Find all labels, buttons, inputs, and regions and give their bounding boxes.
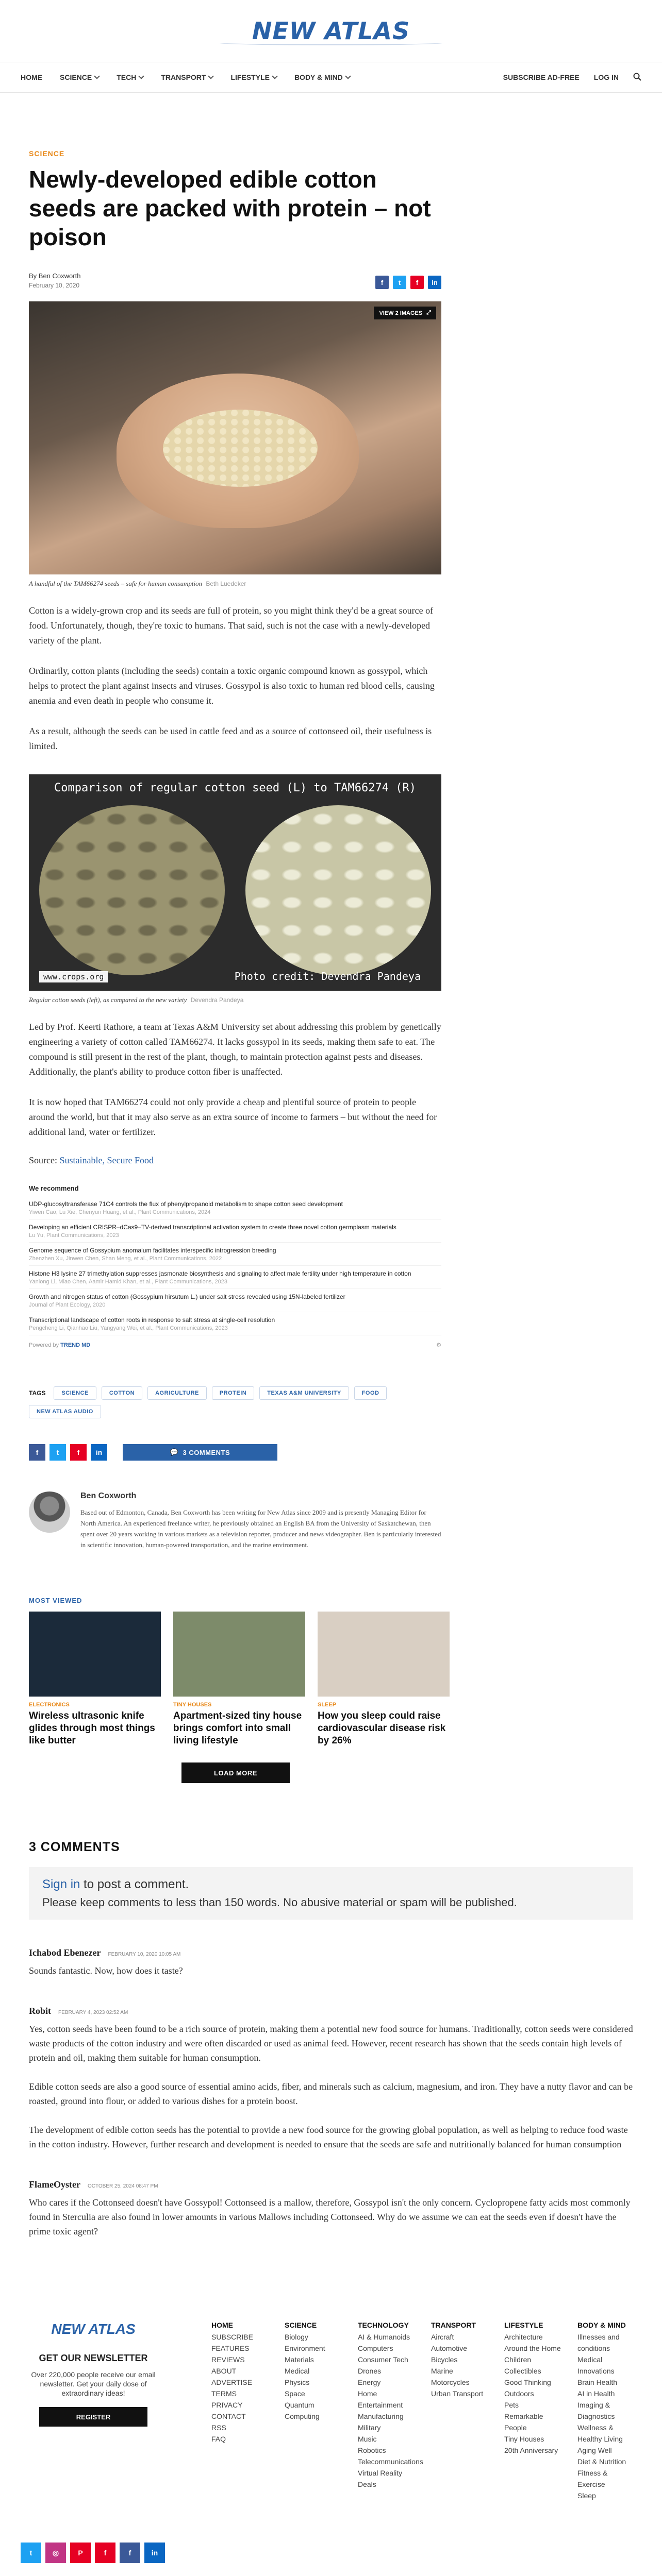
signin-prompt	[42, 1877, 620, 1892]
nav-item-home[interactable]	[21, 73, 42, 81]
footer-column-heading[interactable]: SCIENCE	[285, 2321, 317, 2329]
tag-link[interactable]: AGRICULTURE	[147, 1386, 207, 1400]
recommend-meta: Lu Yu, Plant Communications, 2023	[29, 1232, 119, 1239]
chevron-down-icon	[272, 73, 277, 79]
article-paragraph: As a result, although the seeds can be used in cattle feed and as a source of cottonseed oil, their usefulness is limited.	[29, 726, 432, 751]
comment-body	[29, 2022, 633, 2151]
footer-column	[358, 2321, 423, 2501]
footer-link[interactable]: Medical	[285, 2367, 310, 2375]
footer-link[interactable]: RSS	[211, 2424, 226, 2432]
comment-paragraph: Sounds fantastic. Now, how does it taste?	[29, 1965, 183, 1976]
comments-heading: 3 COMMENTS	[29, 1840, 120, 1854]
footer-link[interactable]: PRIVACY	[211, 2401, 243, 2409]
article-category[interactable]: SCIENCE	[29, 149, 65, 158]
recommend-widget	[29, 1184, 441, 1348]
comment-header	[29, 2006, 633, 2016]
recommend-item[interactable]	[29, 1312, 441, 1335]
recommend-list	[29, 1196, 441, 1335]
newsletter-description: Over 220,000 people receive our email newsletter. Get your daily dose of extraordinary ideas!	[31, 2370, 156, 2397]
comparison-credit: Devendra Pandeya	[190, 996, 244, 1004]
comment	[29, 2179, 633, 2239]
recommend-item[interactable]	[29, 1289, 441, 1312]
most-viewed-category[interactable]: SLEEP	[318, 1702, 337, 1708]
author-box	[29, 1492, 441, 1550]
logo-swoosh	[218, 40, 444, 45]
footer-social	[21, 2543, 165, 2563]
recommend-item[interactable]	[29, 1266, 441, 1289]
footer-link[interactable]: Energy	[358, 2378, 381, 2386]
footer-column-heading[interactable]: LIFESTYLE	[504, 2321, 543, 2329]
footer-column	[504, 2321, 561, 2501]
footer-link[interactable]: Deals	[358, 2480, 376, 2488]
footer-link[interactable]: Outdoors	[504, 2389, 534, 2398]
footer-link[interactable]: Bicycles	[431, 2355, 458, 2364]
footer-link[interactable]: Manufacturing	[358, 2412, 404, 2420]
comment-paragraph: Edible cotton seeds are also a good source of essential amino acids, fiber, and minerals such as calcium, magnesium, and iron. They have a nutty flavor and can be roasted, ground into flour, or added to various dishes for a protein boost.	[29, 2081, 633, 2106]
footer-link[interactable]: Around the Home	[504, 2344, 561, 2352]
nav-item-label: SCIENCE	[60, 73, 92, 81]
nav-item-label: BODY & MIND	[294, 73, 343, 81]
footer-link[interactable]: Physics	[285, 2378, 310, 2386]
footer-link[interactable]: Remarkable People	[504, 2412, 543, 2432]
hero-image[interactable]	[29, 301, 441, 574]
share-buttons-top	[375, 276, 441, 289]
byline	[29, 272, 80, 289]
comparison-caption-text: Regular cotton seeds (left), as compared to the new variety	[29, 996, 187, 1004]
footer-link[interactable]: Materials	[285, 2355, 314, 2364]
article	[29, 149, 446, 1783]
most-viewed-title[interactable]: Wireless ultrasonic knife glides through most things like butter	[29, 1710, 155, 1746]
footer-columns	[211, 2321, 634, 2501]
hero-credit: Beth Luedeker	[206, 580, 246, 587]
footer-link[interactable]: REVIEWS	[211, 2355, 245, 2364]
chevron-down-icon	[139, 73, 144, 79]
footer-link[interactable]: Home Entertainment	[358, 2389, 403, 2409]
footer-column-heading[interactable]: HOME	[211, 2321, 233, 2329]
view-images-button[interactable]	[374, 307, 436, 319]
powered-by-label: Powered by	[29, 1342, 59, 1348]
flipboard-icon[interactable]: f	[70, 1444, 87, 1461]
footer-link[interactable]: Children	[504, 2355, 532, 2364]
tag-link[interactable]: FOOD	[354, 1386, 387, 1400]
footer-link[interactable]: Motorcycles	[431, 2378, 470, 2386]
footer-link[interactable]: 20th Anniversary	[504, 2446, 558, 2454]
comment-rules: Please keep comments to less than 150 words. No abusive material or spam will be published.	[42, 1896, 517, 1909]
crops-site-label: www.crops.org	[39, 971, 108, 982]
most-viewed-row	[29, 1612, 446, 1747]
pinterest-icon[interactable]: P	[70, 2543, 91, 2563]
photo-credit-label: Photo credit: Devendra Pandeya	[234, 970, 421, 982]
comment	[29, 1947, 633, 1978]
view-images-label: VIEW 2 IMAGES	[379, 310, 423, 316]
main-nav	[0, 62, 662, 93]
footer-link[interactable]: SUBSCRIBE	[211, 2333, 253, 2341]
footer-link[interactable]: CONTACT	[211, 2412, 246, 2420]
footer-link[interactable]: Music	[358, 2435, 377, 2443]
footer-link[interactable]: Aging Well	[577, 2446, 612, 2454]
footer-link[interactable]: Imaging & Diagnostics	[577, 2401, 615, 2420]
most-viewed-thumbnail[interactable]	[173, 1612, 305, 1697]
footer-link[interactable]: Medical Innovations	[577, 2355, 615, 2375]
nav-left	[21, 73, 503, 81]
footer-column-heading[interactable]: TRANSPORT	[431, 2321, 476, 2329]
hero-caption	[29, 580, 441, 588]
nav-item-science[interactable]	[60, 73, 99, 81]
nav-item-label: TECH	[117, 73, 137, 81]
instagram-icon[interactable]: ◎	[45, 2543, 66, 2563]
footer-link[interactable]: Wellness & Healthy Living	[577, 2424, 623, 2443]
tag-link[interactable]: COTTON	[102, 1386, 142, 1400]
nav-item-label: HOME	[21, 73, 42, 81]
comments-count-button[interactable]	[123, 1444, 277, 1461]
most-viewed-thumbnail[interactable]	[318, 1612, 450, 1697]
most-viewed-heading: MOST VIEWED	[29, 1597, 82, 1604]
most-viewed-thumbnail[interactable]	[29, 1612, 161, 1697]
recommend-title: Growth and nitrogen status of cotton (Gossypium hirsutum L.) under salt stress revealed using 15N-labeled fertilizer	[29, 1293, 345, 1300]
footer-link[interactable]: Collectibles	[504, 2367, 541, 2375]
footer-link[interactable]: Virtual Reality	[358, 2469, 403, 2477]
linkedin-icon[interactable]: in	[91, 1444, 107, 1461]
comment-date: OCTOBER 25, 2024 08:47 PM	[87, 2183, 158, 2189]
footer-link[interactable]: Robotics	[358, 2446, 386, 2454]
comment-date: FEBRUARY 4, 2023 02:52 AM	[58, 2010, 128, 2015]
footer-link[interactable]: Space	[285, 2389, 305, 2398]
register-button[interactable]: REGISTER	[39, 2407, 147, 2427]
comment-body	[29, 1963, 633, 1978]
recommend-title: Developing an efficient CRISPR–dCas9–TV-derived transcriptional activation system to create three novel cotton germplasm materials	[29, 1224, 396, 1231]
linkedin-icon[interactable]: in	[144, 2543, 165, 2563]
recommend-meta: Pengcheng Li, Qianhao Liu, Yangyang Wei, et al., Plant Communications, 2023	[29, 1325, 228, 1331]
comment-author: Ichabod Ebenezer	[29, 1947, 101, 1958]
comment-paragraph: Yes, cotton seeds have been found to be a rich source of protein, making them a potential new food source for humans. Traditionally, cotton seeds were considered waste products of the cotton industry and were often discarded or used as animal feed. However, recent research has shown that the seeds contain high levels of protein and oil, making them suitable for human consumption.	[29, 2024, 633, 2063]
most-viewed-title[interactable]: How you sleep could raise cardiovascular disease risk by 26%	[318, 1710, 446, 1746]
recommend-title: UDP-glucosyltransferase 71C4 controls the flux of phenylpropanoid metabolism to shape cotton seed development	[29, 1200, 343, 1208]
recommend-meta: Yiwen Cao, Lu Xie, Chenyun Huang, et al., Plant Communications, 2024	[29, 1209, 211, 1215]
comment-header	[29, 2179, 633, 2190]
footer-link[interactable]: Illnesses and conditions	[577, 2333, 620, 2352]
nav-item-body-mind[interactable]	[294, 73, 350, 81]
nav-item-label: LIFESTYLE	[230, 73, 270, 81]
seeds-illustration	[163, 410, 318, 487]
tag-link[interactable]: SCIENCE	[54, 1386, 96, 1400]
tag-link[interactable]: TEXAS A&M UNIVERSITY	[259, 1386, 349, 1400]
tags-row	[29, 1386, 441, 1418]
comment-date: FEBRUARY 10, 2020 10:05 AM	[108, 1952, 181, 1957]
footer-link[interactable]: Automotive	[431, 2344, 468, 2352]
article-body-part1	[29, 603, 441, 754]
footer-link[interactable]: Military	[358, 2424, 381, 2432]
comment-body	[29, 2195, 633, 2239]
share-buttons-bottom	[29, 1444, 441, 1461]
footer-column	[211, 2321, 268, 2501]
article-title: Newly-developed edible cotton seeds are packed with protein – not poison	[29, 166, 431, 250]
powered-by-row	[29, 1342, 441, 1348]
comment	[29, 2006, 633, 2151]
footer-link[interactable]: Sleep	[577, 2492, 596, 2500]
footer-link[interactable]: Computers	[358, 2344, 393, 2352]
recommend-title: Transcriptional landscape of cotton roots in response to salt stress at single-cell resolution	[29, 1316, 275, 1324]
flipboard-icon[interactable]: f	[95, 2543, 115, 2563]
twitter-icon[interactable]: t	[393, 276, 406, 289]
article-date: February 10, 2020	[29, 282, 80, 289]
signin-box	[29, 1867, 633, 1920]
tag-link[interactable]: PROTEIN	[212, 1386, 254, 1400]
most-viewed	[29, 1597, 446, 1783]
recommend-item[interactable]	[29, 1219, 441, 1243]
footer-link[interactable]: Architecture	[504, 2333, 543, 2341]
most-viewed-card[interactable]	[318, 1612, 450, 1747]
chevron-down-icon	[208, 73, 214, 79]
footer-link[interactable]: Tiny Houses	[504, 2435, 544, 2443]
site-header	[0, 0, 662, 93]
footer-link[interactable]: Biology	[285, 2333, 308, 2341]
footer-link[interactable]: Good Thinking	[504, 2378, 551, 2386]
twitter-icon[interactable]: t	[21, 2543, 41, 2563]
trendmd-logo: TREND MD	[60, 1342, 91, 1348]
author-name[interactable]: Ben Coxworth	[80, 1492, 137, 1500]
most-viewed-category[interactable]: TINY HOUSES	[173, 1702, 212, 1708]
footer-link[interactable]: Telecommunications	[358, 2458, 423, 2466]
source-line	[29, 1155, 441, 1166]
nav-right	[503, 73, 641, 82]
footer-logo[interactable]: NEW ATLAS	[51, 2321, 136, 2337]
hero-caption-text: A handful of the TAM66274 seeds – safe for human consumption	[29, 580, 203, 587]
footer-link[interactable]: ADVERTISE	[211, 2378, 253, 2386]
footer-column	[431, 2321, 488, 2501]
footer-link[interactable]: Environment	[285, 2344, 325, 2352]
recommend-meta: Zhenzhen Xu, Jinwen Chen, Shan Meng, et al., Plant Communications, 2022	[29, 1256, 222, 1262]
flipboard-icon[interactable]: f	[410, 276, 424, 289]
masthead	[0, 0, 662, 62]
regular-seed-dish	[39, 805, 225, 975]
most-viewed-category[interactable]: ELECTRONICS	[29, 1702, 70, 1708]
article-paragraph: It is now hoped that TAM66274 could not only provide a cheap and plentiful source of protein to people around the world, but that it may also serve as an extra source of income to farmers – but without the need for additional land, water or fertilizer.	[29, 1097, 437, 1137]
footer-link[interactable]: Marine	[431, 2367, 453, 2375]
tag-link[interactable]: NEW ATLAS AUDIO	[29, 1405, 101, 1418]
footer-column	[285, 2321, 341, 2501]
comments-count-label: 3 COMMENTS	[183, 1448, 230, 1456]
footer-link[interactable]: FAQ	[211, 2435, 226, 2443]
site-logo[interactable]: NEW ATLAS	[252, 17, 410, 45]
footer-link[interactable]: Brain Health	[577, 2378, 618, 2386]
byline-row	[29, 272, 441, 289]
footer-link[interactable]: Urban Transport	[431, 2389, 484, 2398]
nav-item-tech[interactable]	[117, 73, 143, 81]
recommend-item[interactable]	[29, 1243, 441, 1266]
most-viewed-card[interactable]	[29, 1612, 161, 1747]
nav-item-lifestyle[interactable]	[230, 73, 276, 81]
source-label: Source:	[29, 1155, 57, 1165]
facebook-icon[interactable]: f	[375, 276, 389, 289]
nav-item-label: TRANSPORT	[161, 73, 206, 81]
tam66274-seed-dish	[245, 805, 431, 975]
comment-author: Robit	[29, 2006, 52, 2016]
most-viewed-card[interactable]	[173, 1612, 305, 1747]
footer-column-heading[interactable]: TECHNOLOGY	[358, 2321, 409, 2329]
load-more-button[interactable]: LOAD MORE	[181, 1762, 290, 1783]
facebook-icon[interactable]: f	[120, 2543, 140, 2563]
article-paragraph: Cotton is a widely-grown crop and its seeds are full of protein, so you might think they'd be a great source of food. Unfortunately, though, they're toxic to humans. That said, such is not the case with a newly-developed variety of the plant.	[29, 605, 434, 646]
comparison-image[interactable]	[29, 774, 441, 991]
footer-link[interactable]: Quantum Computing	[285, 2401, 320, 2420]
recommend-title: Histone H3 lysine 27 trimethylation suppresses jasmonate biosynthesis and signaling to affect male fertility under high temperature in cotton	[29, 1270, 411, 1277]
subscribe-link[interactable]: SUBSCRIBE AD-FREE	[503, 73, 580, 81]
facebook-icon[interactable]: f	[29, 1444, 45, 1461]
search-icon[interactable]	[633, 73, 641, 82]
recommend-meta: Journal of Plant Ecology, 2020	[29, 1302, 106, 1308]
source-link[interactable]: Sustainable, Secure Food	[59, 1155, 154, 1165]
comparison-caption	[29, 996, 441, 1004]
footer-link[interactable]: FEATURES	[211, 2344, 250, 2352]
article-paragraph: Ordinarily, cotton plants (including the seeds) contain a toxic organic compound known as gossypol, which helps to protect the plant against insects and viruses. Gossypol is also toxic to human red blood cells, causing anemia and even death in people who consume it.	[29, 666, 435, 706]
recommend-heading: We recommend	[29, 1184, 79, 1192]
comment-bubble-icon: 💬	[170, 1448, 179, 1456]
footer-link[interactable]: AI & Humanoids	[358, 2333, 410, 2341]
author-link[interactable]: By Ben Coxworth	[29, 272, 81, 280]
comment-paragraph: Who cares if the Cottonseed doesn't have Gossypol! Cottonseed is a mallow, therefore, Gossypol isn't the only concern. Cyclopropene fatty acids most commonly found in Sterculia are also found in lower amounts in various Mallows including Cottonseed. Why do we assume we can eat the seeds even if doesn't have the prime toxic agent?	[29, 2197, 631, 2236]
author-bio: Based out of Edmonton, Canada, Ben Coxworth has been writing for New Atlas since 2009 and is presently Managing Editor for North America. An experienced freelance writer, he previously obtained an English BA from the University of Saskatchewan, then spent over 20 years working in various markets as a television reporter, producer and news videographer. Ben is particularly interested in scientific innovation, human-powered transportation, and the marine environment.	[80, 1509, 441, 1549]
signin-link[interactable]: Sign in	[42, 1877, 80, 1891]
comment-paragraph: The development of edible cotton seeds has the potential to provide a new food source for the growing global population, as well as helping to reduce food waste in the cotton industry. However, further research and development is needed to ensure that the seeds are safe and nutritionally balanced for human consumption	[29, 2125, 628, 2149]
recommend-item[interactable]	[29, 1196, 441, 1219]
footer-link[interactable]: Fitness & Exercise	[577, 2469, 608, 2488]
recommend-title: Genome sequence of Gossypium anomalum facilitates interspecific introgression breeding	[29, 1247, 276, 1254]
footer-column	[577, 2321, 634, 2501]
chevron-down-icon	[345, 73, 351, 79]
comments-section	[29, 1840, 633, 2239]
footer-link[interactable]: ABOUT	[211, 2367, 237, 2375]
linkedin-icon[interactable]: in	[428, 276, 441, 289]
tags-label: TAGS	[29, 1389, 46, 1397]
comparison-image-title: Comparison of regular cotton seed (L) to TAM66274 (R)	[54, 782, 416, 794]
newsletter-heading: GET OUR NEWSLETTER	[39, 2353, 148, 2363]
nav-item-transport[interactable]	[161, 73, 213, 81]
expand-icon: ⤢	[426, 310, 431, 316]
recommend-meta: Yanlong Li, Miao Chen, Aamir Hamid Khan, et al., Plant Communications, 2023	[29, 1279, 227, 1285]
chevron-down-icon	[94, 73, 100, 79]
footer-link[interactable]: Consumer Tech	[358, 2355, 408, 2364]
footer-newsletter	[29, 2321, 158, 2427]
footer-column-heading[interactable]: BODY & MIND	[577, 2321, 626, 2329]
comment-author: FlameOyster	[29, 2179, 80, 2190]
settings-gear-icon[interactable]: ⚙	[436, 1342, 441, 1348]
signin-prompt-rest: to post a comment.	[80, 1877, 189, 1891]
footer-link[interactable]: Pets	[504, 2401, 519, 2409]
article-paragraph: Led by Prof. Keerti Rathore, a team at Texas A&M University set about addressing this problem by genetically engineering a variety of cotton called TAM66274. It lacks gossypol in its seeds, making them safe to eat. The compound is still present in the rest of the plant, though, to maintain protection against pests and diseases. Additionally, the plant's ability to produce cotton fiber is unaffected.	[29, 1022, 441, 1077]
site-footer	[0, 2290, 662, 2576]
powered-by[interactable]	[29, 1342, 90, 1348]
login-link[interactable]: LOG IN	[593, 73, 619, 81]
footer-link[interactable]: TERMS	[211, 2389, 237, 2398]
most-viewed-title[interactable]: Apartment-sized tiny house brings comfort into small living lifestyle	[173, 1710, 302, 1746]
comment-list	[29, 1947, 633, 2239]
main-content	[0, 149, 662, 2239]
twitter-icon[interactable]: t	[49, 1444, 66, 1461]
author-avatar[interactable]	[29, 1492, 70, 1533]
footer-link[interactable]: Aircraft	[431, 2333, 454, 2341]
footer-link[interactable]: AI in Health	[577, 2389, 615, 2398]
footer-link[interactable]: Diet & Nutrition	[577, 2458, 626, 2466]
article-body-part2	[29, 1020, 441, 1140]
footer-link[interactable]: Drones	[358, 2367, 382, 2375]
comment-header	[29, 1947, 633, 1958]
